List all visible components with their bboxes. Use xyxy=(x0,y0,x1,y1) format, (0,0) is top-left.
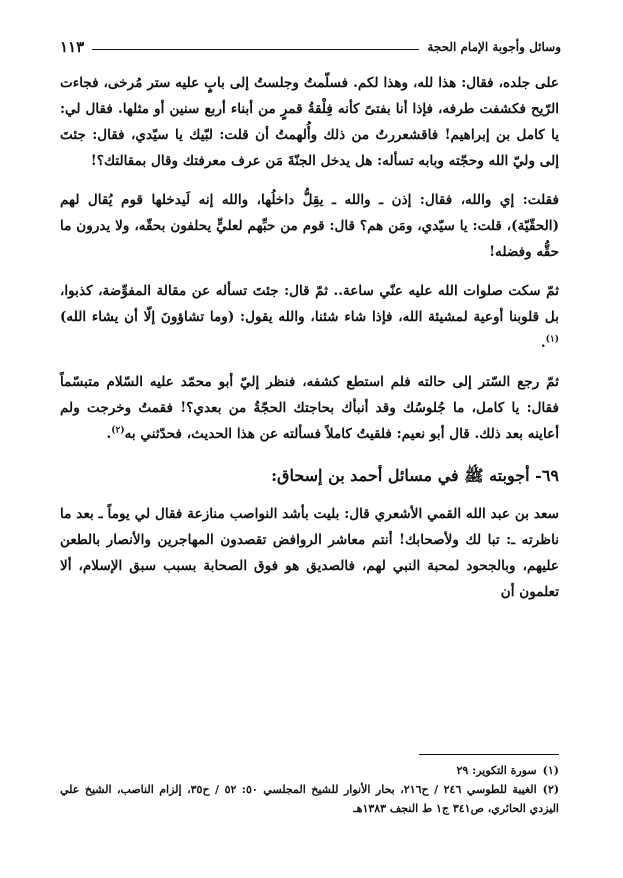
paragraph-4-end: . xyxy=(106,426,112,442)
footnote-2 xyxy=(60,780,559,818)
footnote-1 xyxy=(60,761,559,780)
section-heading: ٦٩- أجوبته ﷺ في مسائل أحمد بن إسحاق: xyxy=(271,466,559,485)
header-title: وسائل وأجوبة الإمام الحجة xyxy=(427,40,561,54)
footnote-1-number: (١) xyxy=(542,764,559,777)
footnote-ref-1[interactable]: (١) xyxy=(545,334,559,345)
paragraph-5: سعد بن عبد الله القمي الأشعري قال: بليت بأشد النواصب منازعة فقال لي يوماً ـ بعد ما ناظرته ـ: تبا لك ولأصحابك! أنتم معاشر الروافض تقصدون المهاجرين والأنصار بالطعن عليهم، وبالجحود لمحبة النبي لهم، فالصديق هو فوق الصحابة بسبب سبق الإسلام، ألا تعلمون أن xyxy=(60,506,559,600)
paragraph-3-text: ثمّ سكت صلوات الله عليه عنّي ساعة.. ثمّ قال: جئتَ تسأله عن مقالة المفوِّضة، كذبوا، بل قلوبنا أوعية لمشيئة الله، فإذا شاء شئنا، والله يقول: (وما تشاؤونَ إلّا أن يشاء الله) xyxy=(60,283,559,325)
footnotes xyxy=(60,754,559,818)
footnote-rule xyxy=(419,754,559,755)
header-rule xyxy=(92,49,419,50)
paragraph-3-end: . xyxy=(540,335,546,351)
footnote-2-number: (٢) xyxy=(542,783,560,796)
paragraph-3 xyxy=(60,278,559,356)
footnote-1-text: سورة التكوير: ٢٩ xyxy=(456,764,537,777)
body-text xyxy=(60,70,559,615)
paragraph-4-text: ثمّ رجع السّتر إلى حالته فلم استطع كشفه، فنظر إليّ أبو محمّد عليه السّلام متبسّماً فقال: يا كامل، ما جُلوسُك وقد أنبأك بحاجتك الحجّةُ من بعدي؟! فقمتُ وخرجت ولم أعاينه بعد ذلك. قال أبو نعيم: فلقيتُ كاملاً فسألته عن هذا الحديث، فحدّثني به xyxy=(60,374,559,442)
page-number: ١١٣ xyxy=(60,38,85,56)
footnote-ref-2[interactable]: (٢) xyxy=(111,425,125,436)
running-header xyxy=(60,36,561,58)
paragraph-1: على جلده، فقال: هذا لله، وهذا لكم. فسلّمتُ وجلستُ إلى بابٍ عليه ستر مُرخى، فجاءت الرّيح فكشفت طرفه، فإذا أنا بفتىً كأنه فِلْقةُ قمرٍ من أبناء أربع سنين أو مثلها. فقال لي: يا كامل بن إبراهيم! فاقشعررتُ من ذلك وأُلهمتُ أن قلت: لبّيك يا سيّدي، فقال: جئتَ إلى وليّ الله وحجّته وبابه تسأله: هل يدخل الجنّةَ مَن عرف معرفتك وقال بمقالتك؟! xyxy=(60,75,559,169)
footnote-2-text: الغيبة للطوسي ٢٤٦ / ح٢١٦، بحار الأنوار للشيخ المجلسي ٥٠: ٥٢ / ح٣٥، إلزام الناصب، الشيخ علي اليزدي الحائري، ص٣٤١ ج١ ط النجف ١٣٨٣هـ xyxy=(60,783,559,815)
paragraph-4 xyxy=(60,369,559,447)
paragraph-2: فقلت: إي والله، فقال: إذن ـ والله ـ يقِلُّ داخلُها، والله إنه لَيدخلها قوم يُقال لهم (الحقّيّة)، قلت: يا سيّدي، ومَن هم؟ قال: قوم من حبِّهم لعليٍّ يحلفون بحقّه، ولا يدرون ما حقُّه وفضله! xyxy=(60,192,559,260)
